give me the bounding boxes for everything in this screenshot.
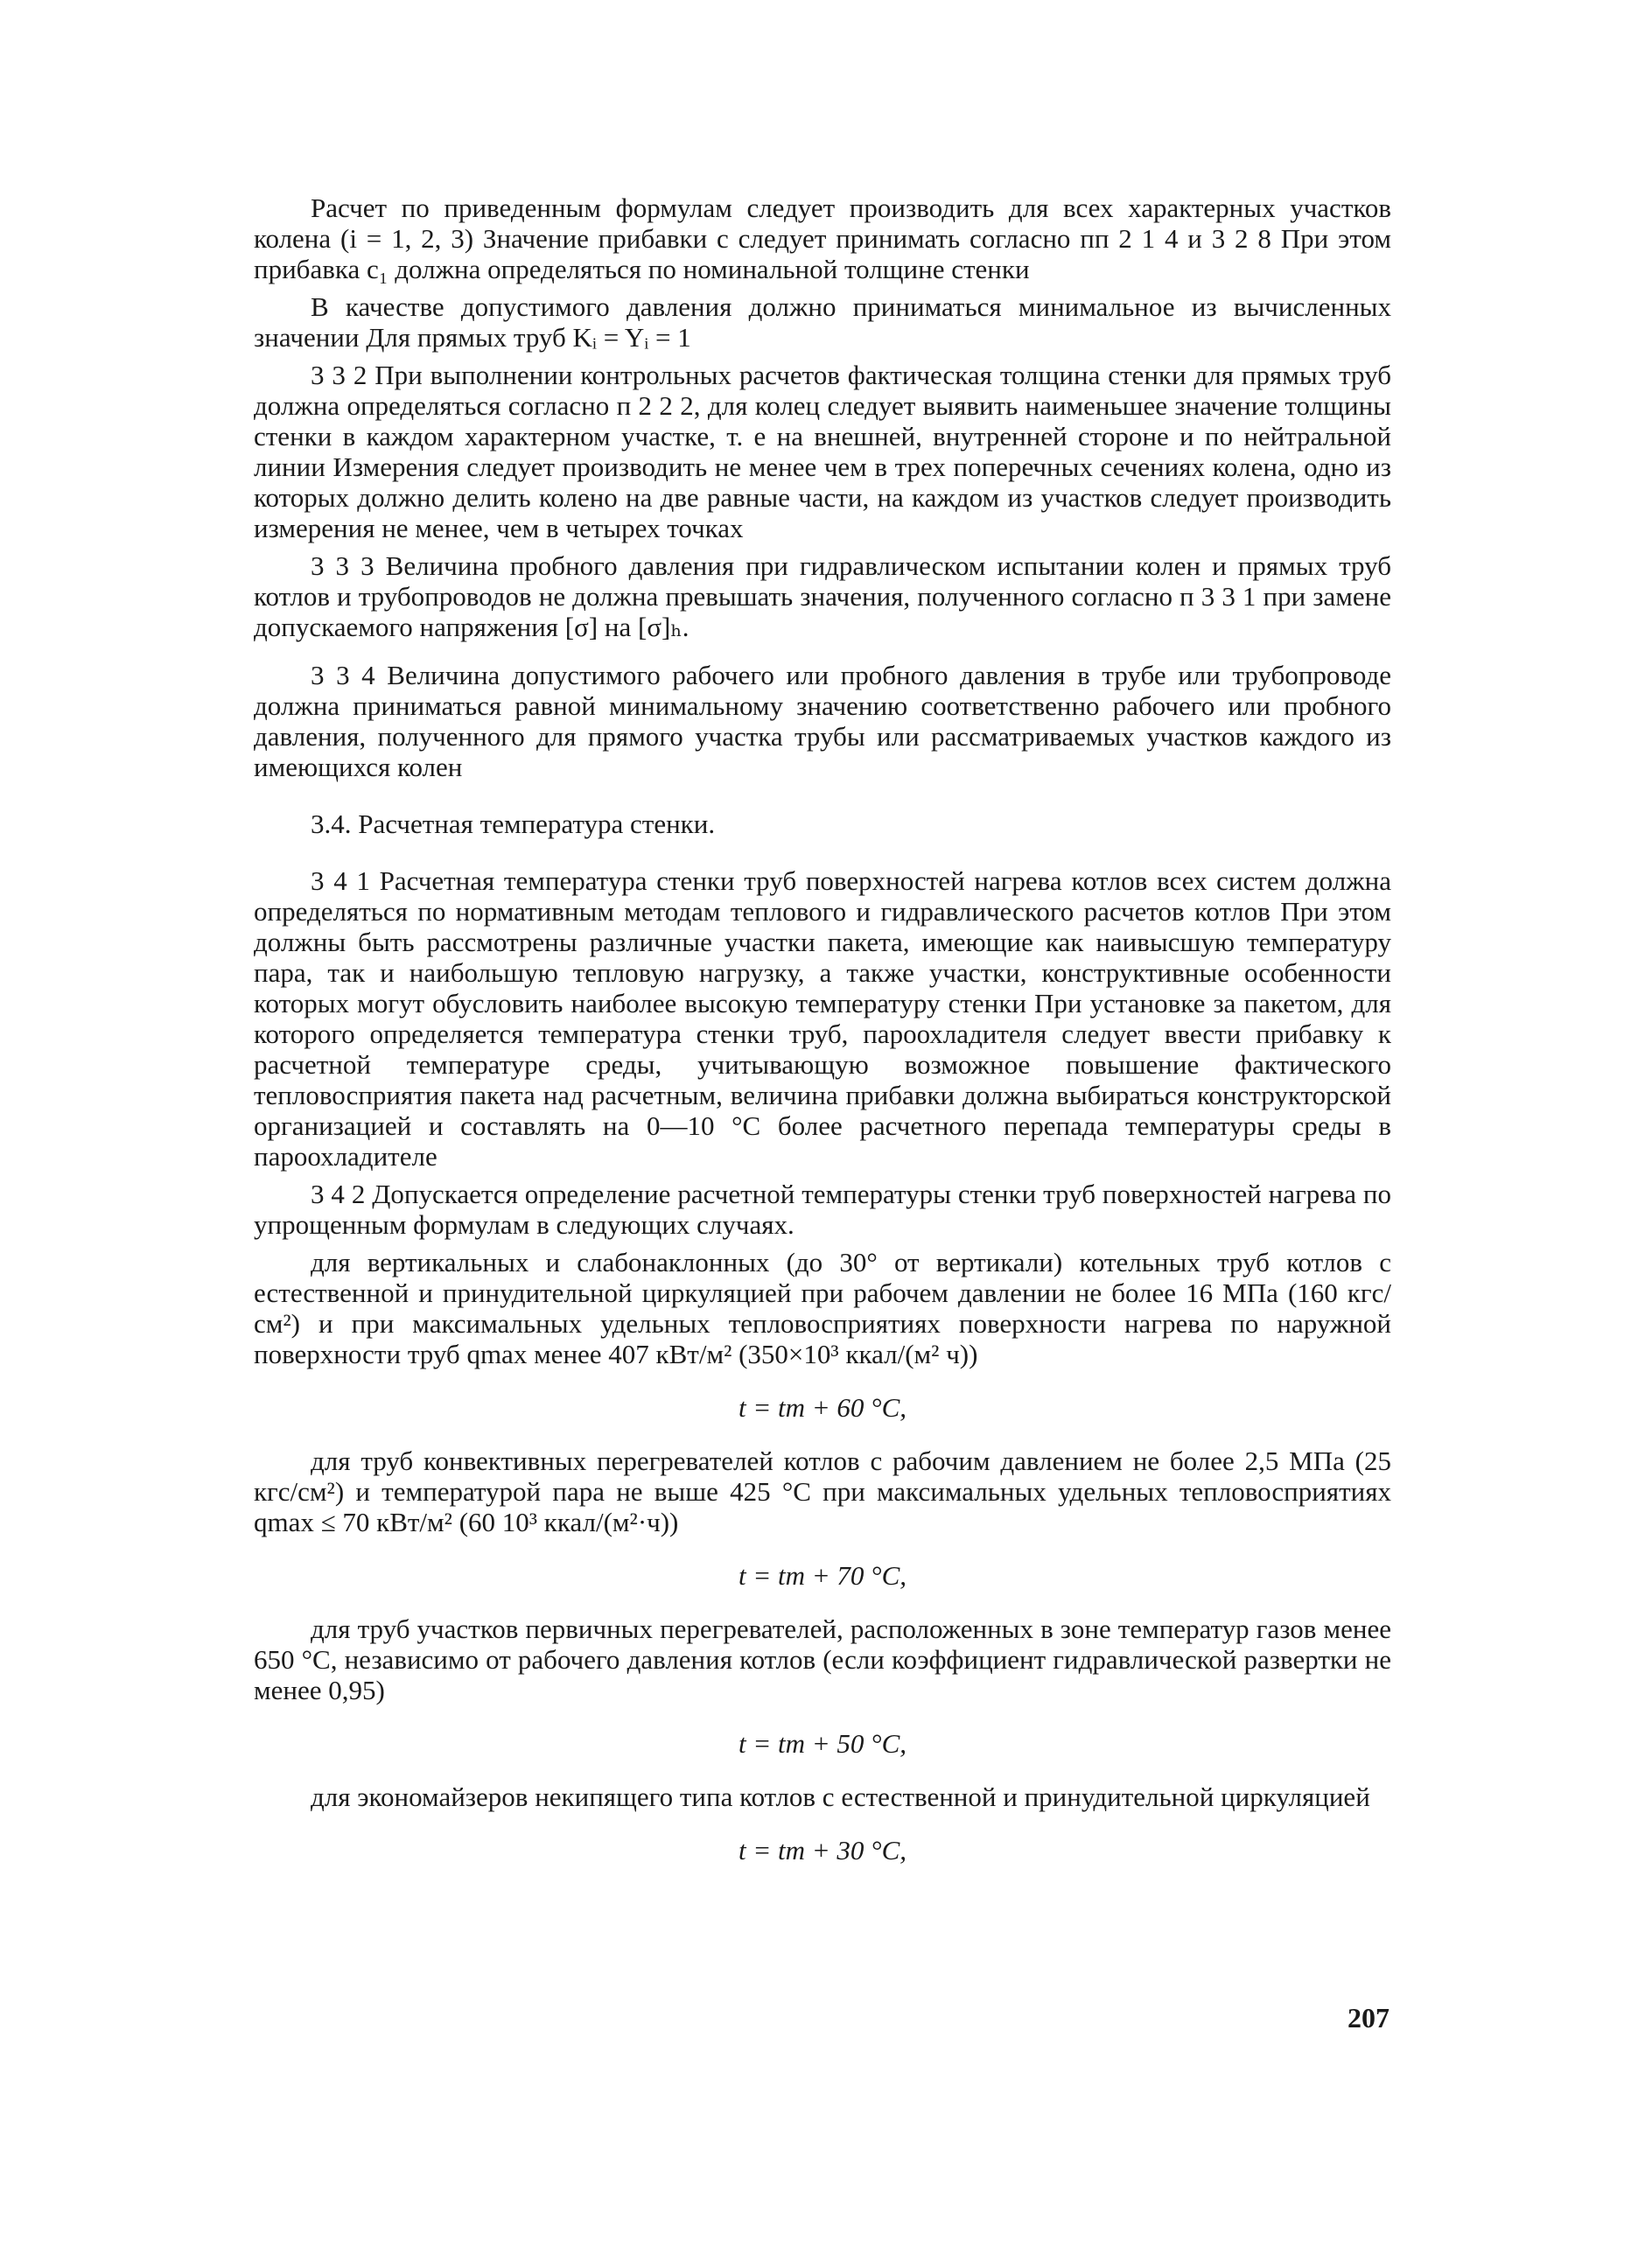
formula-plus-60: t = tm + 60 °C, xyxy=(738,1392,907,1423)
paragraph-3-3-3: 3 3 3 Величина пробного давления при гидравлическом испытании колен и прямых труб котлов и трубопроводов не должна превышать значения, полученного согласно п 3 3 1 при замене допускаемого напряжения [σ] на [σ]ₕ. xyxy=(254,550,1391,642)
paragraph-vertical-tubes: для вертикальных и слабонаклонных (до 30° от вертикали) котельных труб котлов с естественной и принудительной циркуляцией при рабочем давлении не более 16 МПа (160 кгс/см²) и при максимальных удельных тепловосприятиях поверхности нагрева по наружной поверхности труб qmax менее 407 кВт/м² (350×10³ ккал/(м² ч)) xyxy=(254,1247,1391,1369)
paragraph-primary-superheaters: для труб участков первичных перегревателей, расположенных в зоне температур газов менее 650 °С, независимо от рабочего давления котлов (если коэффициент гидравлической развертки не менее 0,95) xyxy=(254,1614,1391,1705)
paragraph-allowable-pressure: В качестве допустимого давления должно приниматься минимальное из вычисленных значении Для прямых труб Kᵢ = Yᵢ = 1 xyxy=(254,291,1391,353)
paragraph-3-4-2: 3 4 2 Допускается определение расчетной температуры стенки труб поверхностей нагрева по упрощенным формулам в следующих случаях. xyxy=(254,1179,1391,1240)
formula-plus-70: t = tm + 70 °C, xyxy=(738,1560,907,1591)
paragraph-3-4-1: 3 4 1 Расчетная температура стенки труб поверхностей нагрева котлов всех систем должна определяться по нормативным методам теплового и гидравлического расчетов котлов При этом должны быть рассмотрены различные участки пакета, имеющие как наивысшую температуру пара, так и наибольшую тепловую нагрузку, а также участки, конструктивные особенности которых могут обусловить наиболее высокую температуру стенки При установке за пакетом, для которого определяется температура стенки труб, пароохладителя следует ввести прибавку к расчетной температуре среды, учитывающую возможное повышение фактического тепловосприятия пакета над расчетным, величина прибавки должна выбираться конструкторской организацией и составлять на 0—10 °С более расчетного перепада температуры среды в пароохладителе xyxy=(254,865,1391,1172)
paragraph-economizers: для экономайзеров некипящего типа котлов с естественной и принудительной циркуляцией xyxy=(311,1782,1370,1812)
document-page xyxy=(254,192,1391,1888)
formula-plus-50: t = tm + 50 °C, xyxy=(738,1728,907,1759)
formula-plus-30: t = tm + 30 °C, xyxy=(738,1835,907,1866)
paragraph-3-3-4: 3 3 4 Величина допустимого рабочего или пробного давления в трубе или трубопроводе должна приниматься равной минимальному значению соответственно рабочего или пробного давления, полученного для прямого участка трубы или рассматриваемых участков каждого из имеющихся колен xyxy=(254,660,1391,782)
page-number: 207 xyxy=(1348,2002,1390,2034)
paragraph-3-3-2: 3 3 2 При выполнении контрольных расчетов фактическая толщина стенки для прямых труб должна определяться согласно п 2 2 2, для колец следует выявить наименьшее значение толщины стенки в каждом характерном участке, т. е на внешней, внутренней стороне и по нейтральной линии Измерения следует производить не менее чем в трех поперечных сечениях колена, одно из которых должно делить колено на две равные части, на каждом из участков следует производить измерения не менее, чем в четырех точках xyxy=(254,360,1391,543)
section-heading-3-4: 3.4. Расчетная температура стенки. xyxy=(311,808,716,839)
paragraph-convective-superheaters: для труб конвективных перегревателей котлов с рабочим давлением не более 2,5 МПа (25 кгс/см²) и температурой пара не выше 425 °С при максимальных удельных тепловосприятиях qmax ≤ 70 кВт/м² (60 10³ ккал/(м²·ч)) xyxy=(254,1446,1391,1537)
paragraph-calculation-sections: Расчет по приведенным формулам следует производить для всех характерных участков колена (i = 1, 2, 3) Значение прибавки c следует принимать согласно пп 2 1 4 и 3 2 8 При этом прибавка c₁ должна определяться по номинальной толщине стенки xyxy=(254,192,1391,284)
